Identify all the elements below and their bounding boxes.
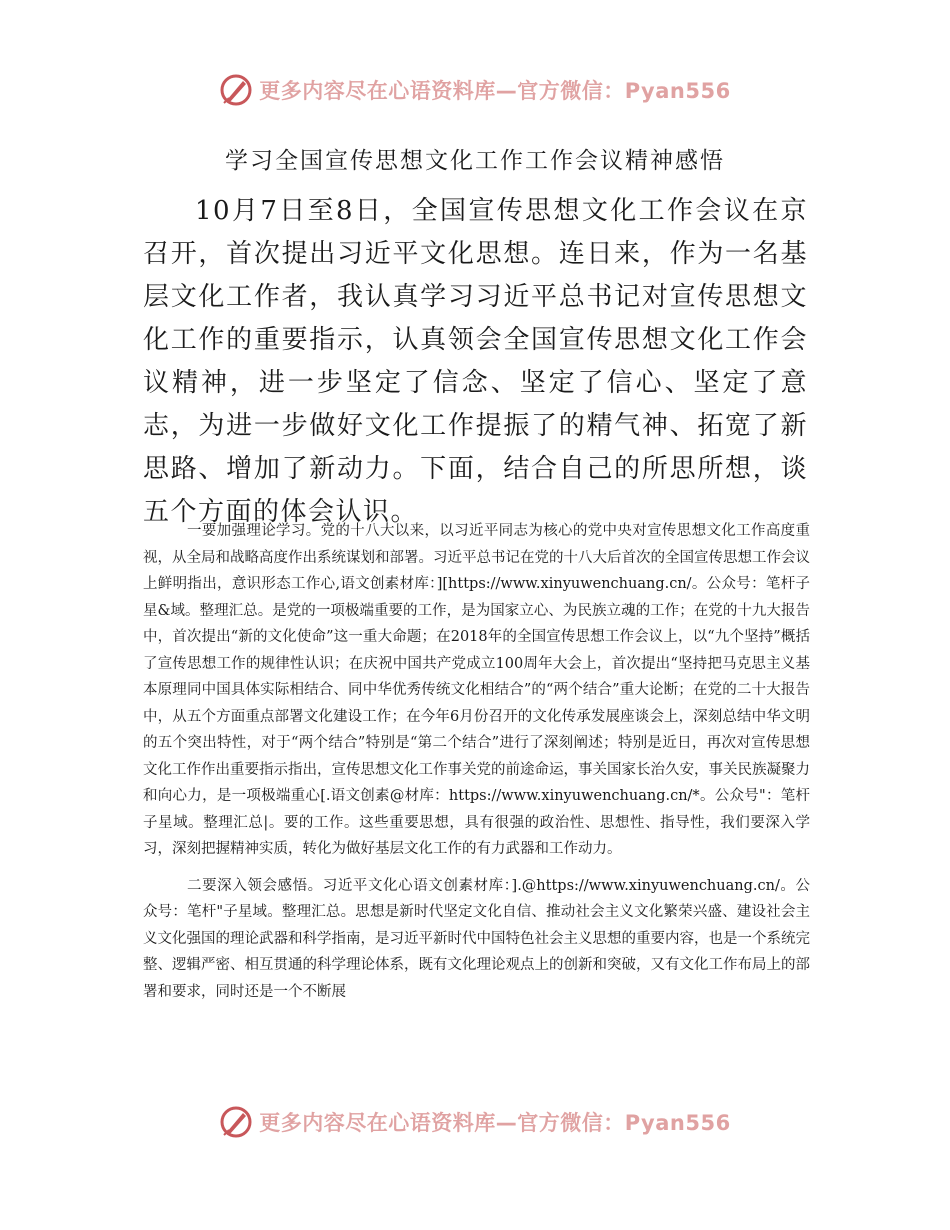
- footer-watermark-text: 更多内容尽在心语资料库—官方微信：Pyan556: [259, 1111, 731, 1135]
- lead-paragraph: 10月7日至8日，全国宣传思想文化工作会议在京召开，首次提出习近平文化思想。连日来，作为一名基层文化工作者，我认真学习习近平总书记对宣传思想文化工作的重要指示，认真领会全国宣传思想文化工作会议精神，进一步坚定了信念、坚定了信心、坚定了意志，为进一步做好文化工作提振了的精气神、拓宽了新思路、增加了新动力。下面，结合自己的所思所想，谈五个方面的体会认识。: [143, 196, 808, 527]
- header-watermark-banner: [0, 65, 950, 115]
- footer-watermark-banner: [0, 1097, 950, 1147]
- body-content: [143, 518, 810, 1015]
- header-watermark-text: 更多内容尽在心语资料库—官方微信：Pyan556: [259, 79, 731, 103]
- paragraph-deep-understanding: 二要深入领会感悟。习近平文化心语文创素材库：].@https://www.xinyuwenchuang.cn/。公众号：笔杆"子星域。整理汇总。思想是新时代坚定文化自信、推动社会主义文化繁荣兴盛、建设社会主义文化强国的理论武器和科学指南，是习近平新时代中国特色社会主义思想的重要内容，也是一个系统完整、逻辑严密、相互贯通的科学理论体系，既有文化理论观点上的创新和突破，又有文化工作布局上的部署和要求，同时还是一个不断展: [143, 877, 810, 1000]
- page-title: 学习全国宣传思想文化工作工作会议精神感悟: [225, 148, 725, 174]
- quill-logo-icon: [219, 73, 253, 107]
- quill-logo-icon: [219, 1105, 253, 1139]
- paragraph-theory-study: 一要加强理论学习。党的十八大以来，以习近平同志为核心的党中央对宣传思想文化工作高度重视，从全局和战略高度作出系统谋划和部署。习近平总书记在党的十八大后首次的全国宣传思想工作会议上鲜明指出，意识形态工作心,语文创素材库：][https://www.xinyuwenchuang.cn/。公众号：笔杆子星&域。整理汇总。是党的一项极端重要的工作，是为国家立心、为民族立魂的工作；在党的十九大报告中，首次提出“新的文化使命”这一重大命题；在2018年的全国宣传思想工作会议上，以“九个坚持”概括了宣传思想工作的规律性认识；在庆祝中国共产党成立100周年大会上，首次提出“坚持把马克思主义基本原理同中国具体实际相结合、同中华优秀传统文化相结合”的“两个结合”重大论断；在党的二十大报告中，从五个方面重点部署文化建设工作；在今年6月份召开的文化传承发展座谈会上，深刻总结中华文明的五个突出特性，对于“两个结合”特别是“第二个结合”进行了深刻阐述；特别是近日，再次对宣传思想文化工作作出重要指示指出，宣传思想文化工作事关党的前途命运，事关国家长治久安，事关民族凝聚力和向心力，是一项极端重心[.语文创素@材库：https://www.xinyuwenchuang.cn/*。公众号"：笔杆子星域。整理汇总|。要的工作。这些重要思想，具有很强的政治性、思想性、指导性，我们要深入学习，深刻把握精神实质，转化为做好基层文化工作的有力武器和工作动力。: [143, 523, 810, 857]
